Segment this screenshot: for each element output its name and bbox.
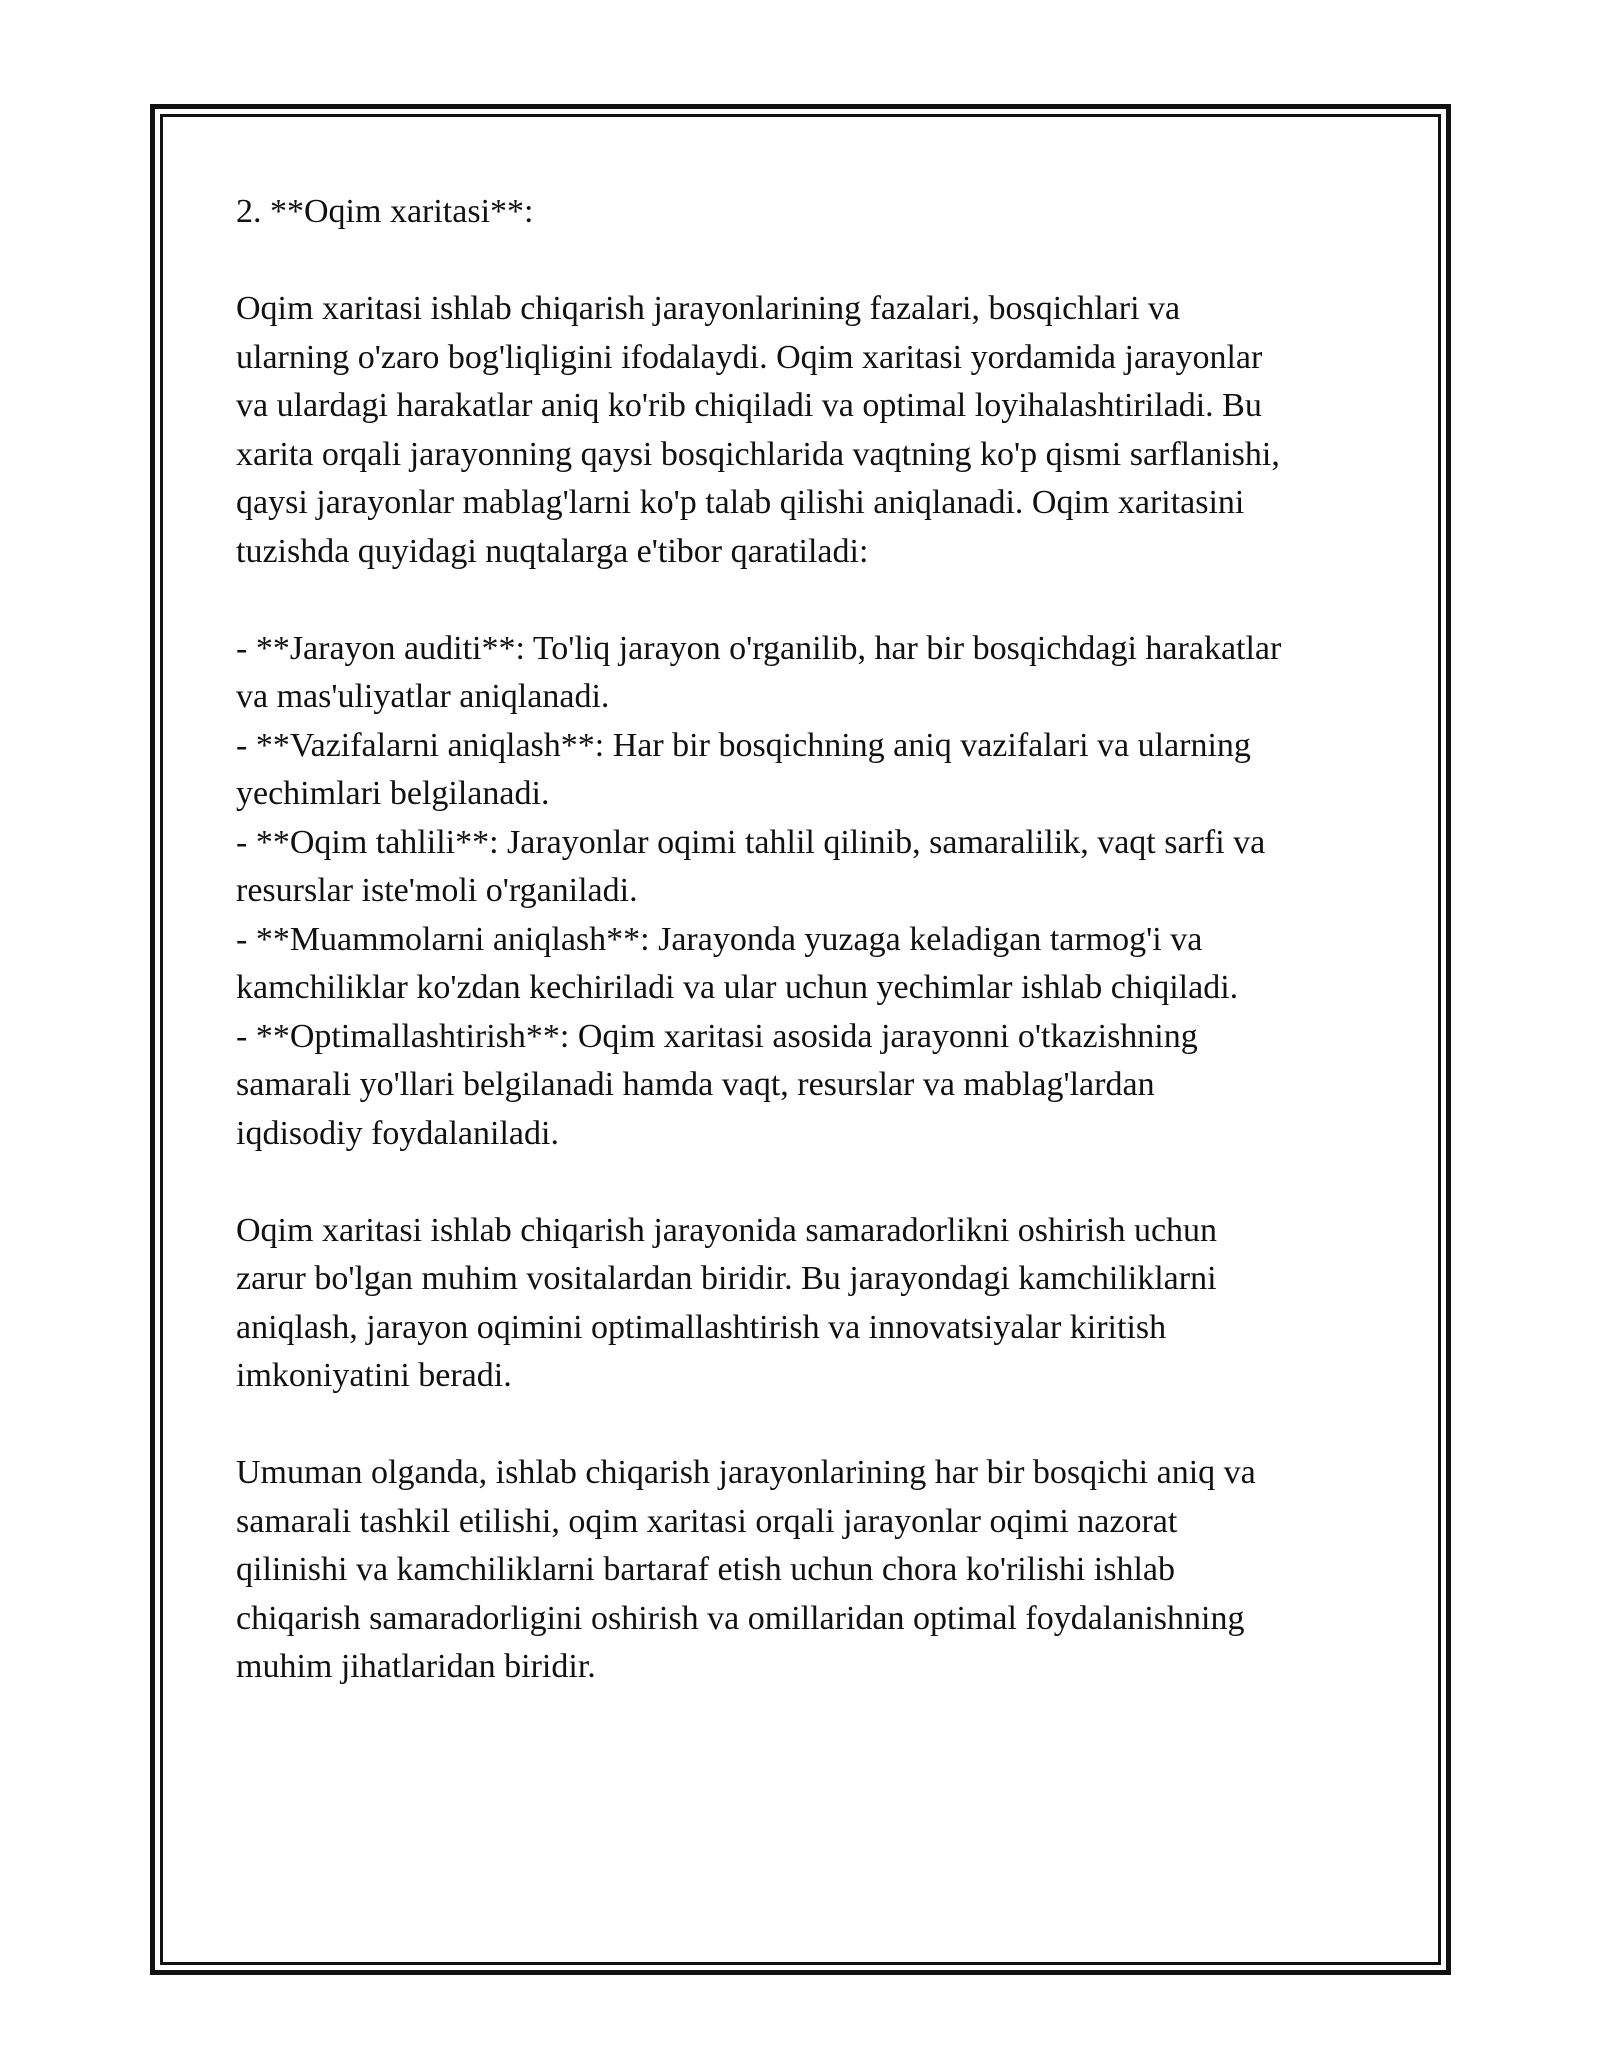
text-line: tuzishda quyidagi nuqtalarga e'tibor qaratiladi: <box>236 532 869 570</box>
text-line: aniqlash, jarayon oqimini optimallashtirish va innovatsiyalar kiritish <box>236 1308 1167 1346</box>
text-line: Oqim xaritasi ishlab chiqarish jarayonlarining fazalari, bosqichlari va <box>236 290 1181 327</box>
bullet-list <box>236 625 1386 1159</box>
text-line: qilinishi va kamchiliklarni bartaraf etish uchun chora ko'rilishi ishlab <box>236 1551 1176 1588</box>
document-body <box>236 188 1386 1692</box>
spacer <box>236 237 1386 286</box>
spacer <box>236 1158 1386 1207</box>
text-line: qaysi jarayonlar mablag'larni ko'p talab qilishi aniqlanadi. Oqim xaritasini <box>236 484 1245 521</box>
list-item-line: resurslar iste'moli o'rganiladi. <box>236 872 638 909</box>
text-line: muhim jihatlaridan biridir. <box>236 1648 596 1685</box>
text-line: Oqim xaritasi ishlab chiqarish jarayonida samaradorlikni oshirish uchun <box>236 1211 1218 1249</box>
spacer <box>236 576 1386 625</box>
list-item-line: iqdisodiy foydalaniladi. <box>236 1114 559 1152</box>
text-line: xarita orqali jarayonning qaysi bosqichlarida vaqtning ko'p qismi sarflanishi, <box>236 435 1280 473</box>
text-line: chiqarish samaradorligini oshirish va omillaridan optimal foydalanishning <box>236 1599 1245 1637</box>
list-item-line: - **Jarayon auditi**: To'liq jarayon o'rganilib, har bir bosqichdagi harakatlar <box>236 629 1282 667</box>
text-line: zarur bo'lgan muhim vositalardan biridir. Bu jarayondagi kamchiliklarni <box>236 1260 1217 1297</box>
spacer <box>236 1401 1386 1450</box>
body-paragraph-3 <box>236 1449 1386 1692</box>
list-item-line: - **Vazifalarni aniqlash**: Har bir bosqichning aniq vazifalari va ularning <box>236 726 1251 764</box>
list-item-line: yechimlari belgilanadi. <box>236 775 550 812</box>
text-line: Umuman olganda, ishlab chiqarish jarayonlarining har bir bosqichi aniq va <box>236 1454 1256 1491</box>
body-paragraph-2 <box>236 1207 1386 1401</box>
text-line: samarali tashkil etilishi, oqim xaritasi orqali jarayonlar oqimi nazorat <box>236 1502 1178 1540</box>
list-item-line: - **Oqim tahlili**: Jarayonlar oqimi tahlil qilinib, samaralilik, vaqt sarfi va <box>236 823 1266 861</box>
text-line: ularning o'zaro bog'liqligini ifodalaydi. Oqim xaritasi yordamida jarayonlar <box>236 338 1263 376</box>
list-item-line: - **Optimallashtirish**: Oqim xaritasi asosida jarayonni o'tkazishning <box>236 1017 1198 1055</box>
list-item-line: va mas'uliyatlar aniqlanadi. <box>236 678 610 715</box>
list-item-line: samarali yo'llari belgilanadi hamda vaqt, resurslar va mablag'lardan <box>236 1066 1155 1103</box>
text-line: va ulardagi harakatlar aniq ko'rib chiqiladi va optimal loyihalashtiriladi. Bu <box>236 387 1262 424</box>
intro-paragraph <box>236 285 1386 576</box>
text-line: imkoniyatini beradi. <box>236 1357 512 1394</box>
list-item-line: - **Muammolarni aniqlash**: Jarayonda yuzaga keladigan tarmog'i va <box>236 920 1203 958</box>
section-heading: 2. **Oqim xaritasi**: <box>236 193 534 230</box>
list-item-line: kamchiliklar ko'zdan kechiriladi va ular uchun yechimlar ishlab chiqiladi. <box>236 969 1239 1006</box>
